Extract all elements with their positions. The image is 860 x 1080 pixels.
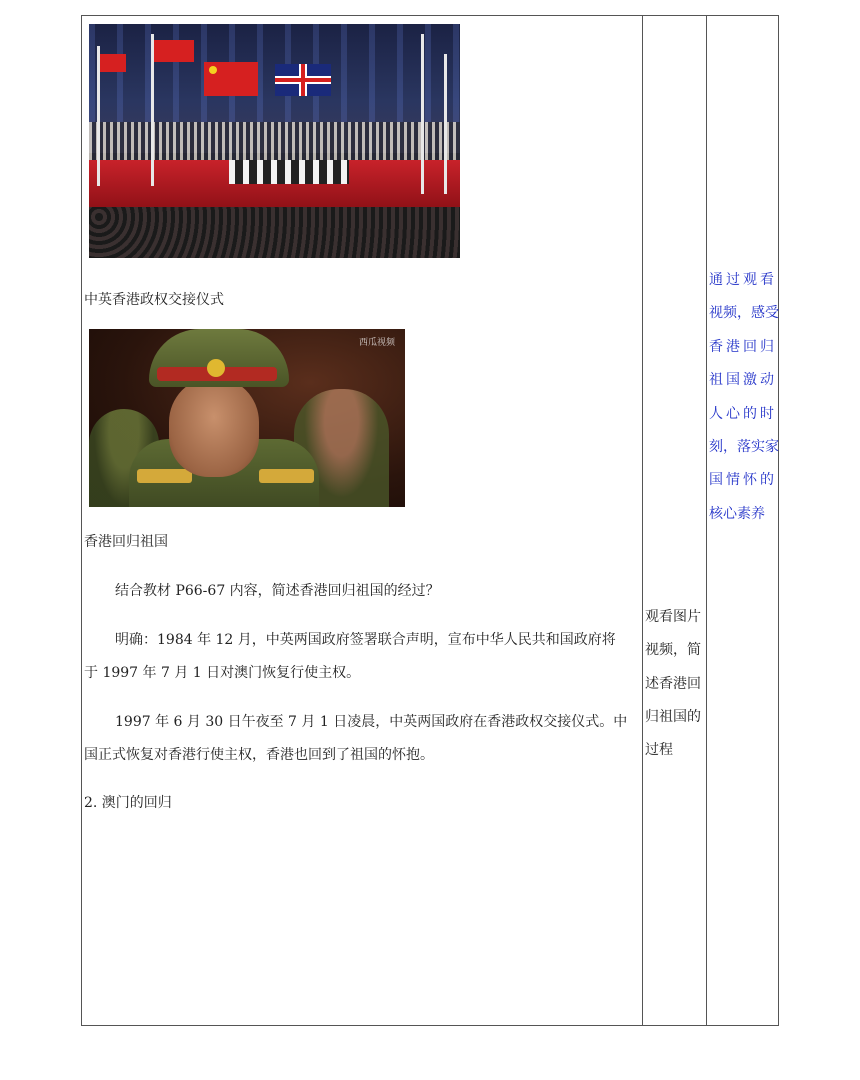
- column-divider: [706, 16, 707, 1025]
- activity-line: 述香港回: [645, 676, 701, 692]
- activity-line: 过程: [645, 742, 673, 758]
- activity-line: 视频，简: [645, 642, 701, 658]
- event-text: 国正式恢复对香港行使主权，香港也回到了祖国的怀抱。: [84, 747, 434, 763]
- video-watermark: 西瓜视频: [358, 338, 395, 348]
- soldier-photo: [89, 329, 405, 507]
- purpose-line: 通过观看: [709, 272, 777, 288]
- handover-ceremony-photo: [89, 24, 460, 258]
- column-divider: [642, 16, 643, 1025]
- uk-flag: [275, 64, 331, 96]
- activity-line: 归祖国的: [645, 709, 701, 725]
- answer-text: 明确：1984 年 12 月，中英两国政府签署联合声明，宣布中华人民共和国政府将: [115, 632, 616, 648]
- purpose-line: 刻，落实家: [709, 439, 779, 455]
- answer-text: 于 1997 年 7 月 1 日对澳门恢复行使主权。: [84, 665, 361, 681]
- activity-line: 观看图片: [645, 609, 701, 625]
- question-text: 结合教材 P66-67 内容，简述香港回归祖国的经过？: [115, 583, 440, 599]
- purpose-line: 核心素养: [709, 506, 765, 522]
- section-heading: 2. 澳门的回归: [84, 795, 172, 811]
- photo-caption: 中英香港政权交接仪式: [84, 292, 224, 308]
- purpose-line: 祖国激动: [709, 372, 777, 388]
- purpose-line: 国情怀的: [709, 472, 777, 488]
- photo-caption: 香港回归祖国: [84, 534, 168, 550]
- purpose-line: 人心的时: [709, 406, 777, 422]
- china-flag: [204, 62, 258, 96]
- purpose-line: 香港回归: [709, 339, 777, 355]
- purpose-line: 视频，感受: [709, 305, 779, 321]
- event-text: 1997 年 6 月 30 日午夜至 7 月 1 日凌晨，中英两国政府在香港政权交接仪式。中: [115, 714, 628, 730]
